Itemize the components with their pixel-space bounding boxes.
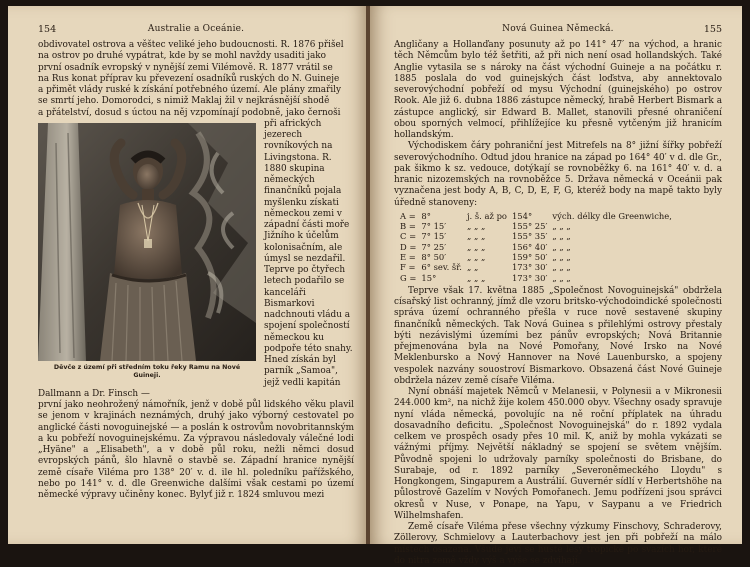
point-lat: 8° 50′ [421,251,447,262]
photo-caption-line-1: Děvče z území při středním toku řeky Ramu na Nové [53,363,241,371]
point-label: D = [400,241,417,252]
point-lon: 173° 30′ [511,262,548,273]
photo-girl-ramu-river [38,123,256,361]
paragraph: Teprve však 17. května 1885 „Společnost Novoguinejská" obdržela císařský list ochranný, jímž dle vzoru britsko-východoindické společnosti správa území ochranného přešla v ruce nově sestavené skupiny finančníků německých. Tak Nová Guinea s přilehlými ostrovy přestaly býti nezávislými územími bez pánův evropských; Nová Britannie přejmenována byla na Nové Pomořany, Nové Irsko na Nové Meklenbursko a Nový Hannover na Nové Lauenbursko, a spojeny vespolek nazvány souostroví Bismarkovo. Obsazená část Nové Guineje obdržela název země císaře Viléma. [394,285,722,386]
photo-illustration [38,123,256,361]
left-running-title: Australie a Oceánie. [147,24,245,34]
left-running-head [38,24,354,35]
point-lat-unit: „ „ „ [466,241,486,252]
point-label: G = [400,272,417,283]
point-lat-unit: „ „ „ [466,251,486,262]
text-line: na ostrov po druhé vypátrat, kde by se mohl navždy usaditi jako [38,51,326,62]
point-lat: 8° [421,210,431,221]
point-lon: 173° 30′ [511,272,548,283]
right-page-number: 155 [703,24,722,35]
text-line: první osadník evropský v nynější zemi Vilémově. R. 1877 vrátil se [38,62,333,73]
point-note: „ „ „ [552,221,571,232]
left-intro [38,40,354,119]
point-label: A = [400,210,416,221]
table-row [400,211,677,221]
point-lat-unit: j. š. až po [466,210,507,221]
point-note: „ „ „ [552,241,571,252]
right-running-head [394,24,722,35]
table-row [400,231,677,241]
point-lon: 156° 40′ [511,241,548,252]
paragraph: Východiskem čáry pohraniční jest Mitrefels na 8° jižní šířky pobřeží severovýchodního. Odtud jdou hranice na západ po 164° 40′ v d. dle Gr., pak šikmo k sz. vedouce, dotýkají se rovnoběžky 6. na 161° 40′ v. d. a hranic nizozemských na rovnoběžce 5. Država německá v Oceánii pak vyznačena jest body A, B, C, D, E, F, G, kteréž body na mapě takto byly úředně stanoveny: [394,141,722,208]
table-row [400,262,677,272]
point-note: vých. délky dle Greenwiche, [552,210,672,221]
point-note: „ „ „ [552,272,571,283]
text-line: na Rus konat příprav ku převezení osadníků ruských do N. Guineje [38,73,340,84]
right-running-title: Nová Guinea Německá. [502,24,614,34]
paragraph: Angličany a Hollanďany posunuty až po 141° 47′ na východ, a hranic těch Němcům bylo též šetřiti, až při nich není osad hollandských. Také Anglie vytasila se s nároky na část východní Guineje a na počátku r. 1885 poslala do vod guinejských část loďstva, aby annektovalo severovýchodní pobřeží od mysu Východní (guinejského) po ostrov Rook. Ale již 6. dubna 1886 zástupce německý, hrabě Herbert Bismark a zástupce anglický, sir Edward B. Mallet, stanovili přesné ohraničení obou sporných velmocí, přihlížejíce ku přesně vytčeným již hranicím hollandským. [394,40,722,140]
point-note: „ „ „ [552,251,571,262]
point-lat: 7° 25′ [421,241,447,252]
paragraph: Nyní obnáší majetek Němců v Melanesii, v Polynesii a v Mikronesii 244.000 km², na nichž žije kolem 450.000 obyv. Všechny osady spravuje nyní vláda německá, povolujíc na ně roční příplatek na úhradu dosavadního deficitu. „Společnost Novoguinejská" do r. 1892 vydala celkem ve prospěch osady přes 10 mil. K, aniž by mohla vykázati se vážnými příjmy. Největší nákladný se spojení se světem vnějším. Původně spojeni lo udržovaly parníky společnosti do Brisbane, do Surabaje, od r. 1892 parníky „Severoněmeckého Lloydu" s Hongkongem, Singapurem a Austrálií. Guvernér sídlí v Herbertshöhe na půlostrově Gazelím v Nových Pomořanech. Jemu podřízeni jsou správci okresů v Nuse, v Ponape, na Yapu, v Saypanu a ve Friedrich Wilhelmshafen. [394,387,722,521]
left-page-number: 154 [38,24,57,35]
point-lat: 7° 15′ [421,231,447,242]
point-lon: 155° 25′ [511,221,548,232]
boundary-points-table [400,211,677,283]
point-label: E = [400,251,416,262]
table-row [400,242,677,252]
right-page [370,6,742,566]
photo-caption [38,364,256,380]
point-label: B = [400,221,416,232]
photo-figure [38,123,256,380]
left-body [38,40,354,501]
table-row [400,273,677,283]
point-label: C = [400,231,417,242]
table-row [400,221,677,231]
text-line: a přimět vlády ruské k získání potřebného území. Ale plány zmařily [38,85,342,95]
photo-caption-line-2: Guineji. [133,371,161,379]
point-label: F = [400,262,416,273]
point-lat: 6° sev. šř. [421,262,462,273]
point-lat-unit: „ „ „ [466,272,486,283]
point-lon: 155° 35′ [511,231,548,242]
text-line: se smrtí jeho. Domorodci, s nimiž Maklaj žil v nejkrásnější shodě [38,96,330,107]
point-lat: 15° [421,272,437,283]
point-lat-unit: „ „ „ [466,231,486,242]
point-lon: 159° 50′ [511,251,548,262]
left-page [8,6,368,544]
right-body [394,40,722,567]
wrap-paragraph: při afrických jezerech rovníkových na Livingstona. R. 1880 skupina německých finančníků pojala myšlenku získati německou zemi v západní části moře Jižního k účelům kolonisačním, ale úmysl se nezdařil. Teprve po čtyřech letech podařilo se kanceláři Bismarkovi nadchnouti vládu a spojení společností německou ku podpoře této snahy. Hned získán byl parník „Samoa", jejž vedli kapitán Dallmann a Dr. Finsch — [38,118,353,399]
point-note: „ „ „ [552,262,571,273]
text-line: a přátelství, dosud s úctou na něj vzpomínají podobně, jako černoši [38,107,341,118]
table-row [400,252,677,262]
continuation-paragraph: první jako neohrožený námořník, jenž v době půl lidského věku plavil se jenom v krajinách neznámých, druhý jako výborný cestovatel po anglické části novoguinejské — a poslán k ostrovům novobritannským a ku pobřeží novoguinejskému. Za výpravou následovaly válečné lodi „Hyäne" a „Elisabeth", a v době půl roku, nežli němci dosud evropských pánů, šlo hlavně o stavbě se. Západní hranice nynější země císaře Viléma pro 138° 20′ v. d. ile hl. poledníku pařížského, nebo po 141° v. d. dle Greenwiche dalšími však cestami po území německé výpravy učiněny konec. Bylyť již r. 1824 smluvou mezi [38,400,354,500]
point-lat-unit: „ „ „ [466,221,486,232]
point-lat-unit: „ „ [466,262,479,273]
point-note: „ „ „ [552,231,571,242]
paragraph: Země císaře Viléma přese všechny výzkumy Finschovy, Schraderovy, Zöllerovy, Schmielovy a Lauterbachovy jest jen při pobřeží na málo místech osazena. Všude jeví se husté lesy tropické po svazích hor, které do nitra země vždy výš a výše se zdvihají. [394,522,722,566]
point-lon: 154° [511,210,533,221]
point-lat: 7° 15′ [421,221,447,232]
text-line: obdivovatel ostrova a věštec veliké jeho budoucnosti. R. 1876 přišel [38,40,344,50]
